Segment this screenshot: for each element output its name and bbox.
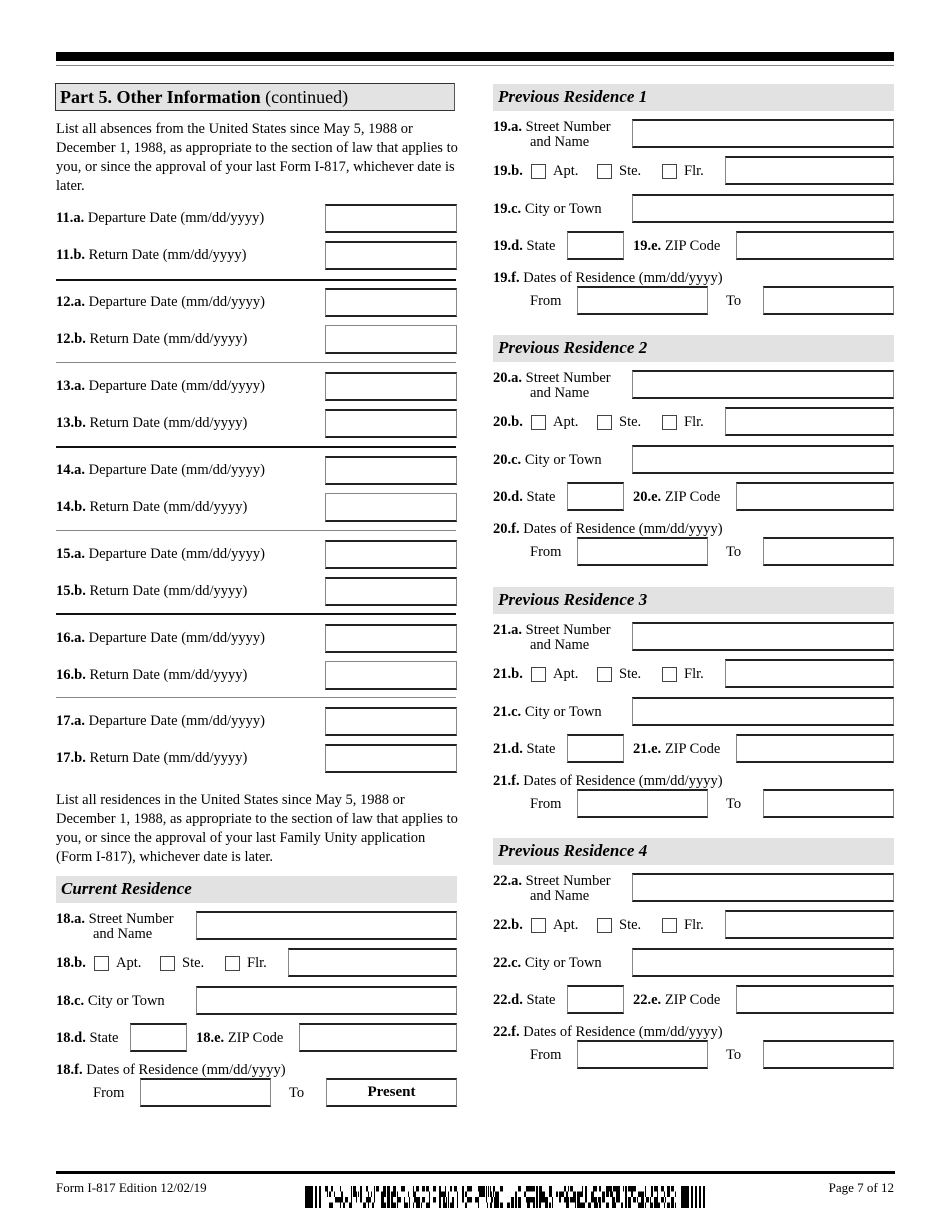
zip-input[interactable] — [299, 1023, 457, 1052]
from-label: From — [530, 1047, 562, 1063]
return-date-label — [56, 582, 247, 600]
return-date-input[interactable] — [325, 577, 457, 606]
city-input[interactable] — [632, 948, 894, 977]
city-label — [493, 703, 602, 721]
ste-checkbox[interactable] — [597, 918, 612, 933]
section-divider — [56, 279, 456, 281]
item-number: 16.b. — [56, 667, 86, 683]
item-number: 19.f. — [493, 270, 520, 286]
street-input[interactable] — [632, 873, 894, 902]
return-date-input[interactable] — [325, 661, 457, 690]
state-label — [493, 991, 555, 1009]
item-number: 22.f. — [493, 1024, 520, 1040]
to-label: To — [726, 796, 742, 812]
form-edition: Form I-817 Edition 12/02/19 — [56, 1180, 207, 1195]
item-number: 21.f. — [493, 773, 520, 789]
item-label: Departure Date (mm/dd/yyyy) — [88, 630, 265, 646]
unit-number-input[interactable] — [725, 659, 894, 688]
item-number: 22.c. — [493, 955, 522, 971]
street-label-line2: and Name — [530, 385, 590, 401]
item-label: City or Town — [524, 704, 602, 720]
item-label: Departure Date (mm/dd/yyyy) — [87, 210, 265, 226]
item-number: 11.b. — [56, 247, 86, 263]
item-number: 20.c. — [493, 452, 522, 468]
apt-label: Apt. — [553, 917, 579, 933]
item-number: 21.d. — [493, 741, 523, 757]
apt-checkbox[interactable] — [94, 956, 109, 971]
to-label: To — [726, 544, 742, 560]
street-label — [56, 912, 174, 942]
flr-label: Flr. — [684, 414, 704, 430]
item-number: 22.d. — [493, 992, 523, 1008]
item-label: Return Date (mm/dd/yyyy) — [89, 331, 248, 347]
unit-type-label — [493, 413, 523, 431]
item-number: 16.a. — [56, 630, 85, 646]
item-number: 19.b. — [493, 163, 523, 179]
street-label — [493, 623, 611, 653]
return-date-input[interactable] — [325, 241, 457, 270]
state-input[interactable] — [567, 482, 624, 511]
return-date-input[interactable] — [325, 744, 457, 773]
item-number: 13.a. — [56, 378, 85, 394]
item-label: Departure Date (mm/dd/yyyy) — [88, 713, 265, 729]
item-label: City or Town — [524, 201, 602, 217]
item-label: Return Date (mm/dd/yyyy) — [88, 247, 247, 263]
apt-checkbox[interactable] — [531, 918, 546, 933]
item-number: 11.a. — [56, 210, 85, 226]
page-number: Page 7 of 12 — [828, 1180, 894, 1195]
item-label: Return Date (mm/dd/yyyy) — [89, 750, 248, 766]
street-label-line1: Street Number — [88, 911, 174, 927]
section-divider — [56, 530, 456, 531]
apt-checkbox[interactable] — [531, 415, 546, 430]
departure-date-label — [56, 209, 264, 227]
section-divider — [56, 697, 456, 698]
item-label: Departure Date (mm/dd/yyyy) — [88, 462, 265, 478]
flr-checkbox[interactable] — [662, 918, 677, 933]
street-label-line1: Street Number — [525, 873, 611, 889]
to-date-input[interactable] — [763, 537, 894, 566]
street-input[interactable] — [632, 370, 894, 399]
to-date-input[interactable]: Present — [326, 1078, 457, 1107]
item-number: 18.c. — [56, 993, 85, 1009]
unit-type-label — [493, 665, 523, 683]
flr-checkbox[interactable] — [225, 956, 240, 971]
zip-input[interactable] — [736, 734, 894, 763]
item-number: 19.c. — [493, 201, 522, 217]
from-date-input[interactable] — [577, 286, 708, 315]
apt-label: Apt. — [553, 666, 579, 682]
from-date-input[interactable] — [577, 537, 708, 566]
return-date-label — [56, 330, 247, 348]
return-date-input[interactable] — [325, 325, 457, 354]
street-input[interactable] — [196, 911, 457, 940]
item-label: Return Date (mm/dd/yyyy) — [89, 415, 248, 431]
street-label-line2: and Name — [93, 926, 153, 942]
ste-checkbox[interactable] — [160, 956, 175, 971]
to-label: To — [726, 1047, 742, 1063]
departure-date-label — [56, 461, 265, 479]
flr-label: Flr. — [684, 917, 704, 933]
item-label: Departure Date (mm/dd/yyyy) — [88, 294, 265, 310]
part-title: Part 5. Other Information — [60, 87, 261, 107]
dates-label — [493, 269, 723, 287]
departure-date-input[interactable] — [325, 372, 457, 401]
item-number: 18.a. — [56, 911, 85, 927]
zip-label — [633, 740, 720, 758]
return-date-label — [56, 666, 247, 684]
item-label: ZIP Code — [227, 1030, 284, 1046]
part-header — [55, 83, 455, 111]
flr-checkbox[interactable] — [662, 415, 677, 430]
apt-label: Apt. — [553, 414, 579, 430]
street-label — [493, 371, 611, 401]
item-number: 15.a. — [56, 546, 85, 562]
item-number: 12.a. — [56, 294, 85, 310]
from-label: From — [530, 293, 562, 309]
flr-label: Flr. — [247, 955, 267, 971]
flr-checkbox[interactable] — [662, 667, 677, 682]
item-label: Dates of Residence (mm/dd/yyyy) — [523, 521, 723, 537]
item-label: State — [526, 741, 556, 757]
apt-label: Apt. — [116, 955, 142, 971]
ste-checkbox[interactable] — [597, 415, 612, 430]
item-number: 13.b. — [56, 415, 86, 431]
item-number: 21.c. — [493, 704, 522, 720]
item-label: State — [89, 1030, 119, 1046]
ste-label: Ste. — [619, 666, 642, 682]
item-number: 15.b. — [56, 583, 86, 599]
zip-input[interactable] — [736, 482, 894, 511]
from-label: From — [93, 1085, 125, 1101]
from-date-input[interactable] — [577, 789, 708, 818]
city-label — [56, 992, 165, 1010]
item-number: 22.b. — [493, 917, 523, 933]
ste-label: Ste. — [182, 955, 205, 971]
apt-label: Apt. — [553, 163, 579, 179]
street-label — [493, 874, 611, 904]
from-date-input[interactable] — [577, 1040, 708, 1069]
state-input[interactable] — [567, 734, 624, 763]
item-label: Dates of Residence (mm/dd/yyyy) — [523, 1024, 723, 1040]
departure-date-label — [56, 629, 265, 647]
item-number: 19.d. — [493, 238, 523, 254]
apt-checkbox[interactable] — [531, 667, 546, 682]
city-label — [493, 451, 602, 469]
departure-date-label — [56, 377, 265, 395]
item-label: City or Town — [524, 452, 602, 468]
item-label: Dates of Residence (mm/dd/yyyy) — [523, 270, 723, 286]
departure-date-input[interactable] — [325, 456, 457, 485]
residence-section-header: Previous Residence 2 — [493, 335, 894, 362]
part-title-suffix: (continued) — [260, 87, 349, 107]
item-number: 20.b. — [493, 414, 523, 430]
item-label: State — [526, 992, 556, 1008]
item-label: ZIP Code — [664, 741, 721, 757]
state-input[interactable] — [567, 231, 624, 260]
absences-instructions: List all absences from the United States since May 5, 1988 or December 1, 1988, as appropriate to the section of law that applies to you, or since the approval of your last Form I-817, whichever date is later. — [56, 121, 458, 194]
departure-date-input[interactable] — [325, 204, 457, 233]
item-number: 18.b. — [56, 955, 86, 971]
ste-label: Ste. — [619, 917, 642, 933]
item-number: 18.f. — [56, 1062, 83, 1078]
item-number: 20.d. — [493, 489, 523, 505]
item-label: Departure Date (mm/dd/yyyy) — [88, 378, 265, 394]
departure-date-input[interactable] — [325, 707, 457, 736]
item-number: 21.a. — [493, 622, 522, 638]
from-label: From — [530, 544, 562, 560]
residence-section-header: Previous Residence 3 — [493, 587, 894, 614]
city-label — [493, 954, 602, 972]
item-number: 18.d. — [56, 1030, 86, 1046]
item-label: Return Date (mm/dd/yyyy) — [89, 583, 248, 599]
to-label: To — [289, 1085, 305, 1101]
item-label: ZIP Code — [664, 489, 721, 505]
item-number: 19.e. — [633, 238, 662, 254]
dates-label — [493, 520, 723, 538]
departure-date-label — [56, 293, 265, 311]
apt-checkbox[interactable] — [531, 164, 546, 179]
item-number: 19.a. — [493, 119, 522, 135]
street-input[interactable] — [632, 622, 894, 651]
street-label-line1: Street Number — [525, 622, 611, 638]
return-date-label — [56, 498, 247, 516]
street-label — [493, 120, 611, 150]
street-label-line2: and Name — [530, 888, 590, 904]
to-date-input[interactable] — [763, 1040, 894, 1069]
zip-input[interactable] — [736, 985, 894, 1014]
item-number: 17.a. — [56, 713, 85, 729]
header-rule-thin — [56, 65, 894, 66]
street-input[interactable] — [632, 119, 894, 148]
section-divider — [56, 613, 456, 615]
departure-date-label — [56, 712, 265, 730]
item-number: 20.f. — [493, 521, 520, 537]
city-input[interactable] — [632, 445, 894, 474]
unit-number-input[interactable] — [725, 910, 894, 939]
street-label-line2: and Name — [530, 134, 590, 150]
to-date-input[interactable] — [763, 789, 894, 818]
unit-type-label — [493, 162, 523, 180]
departure-date-input[interactable] — [325, 540, 457, 569]
state-input[interactable] — [567, 985, 624, 1014]
footer-rule — [56, 1171, 895, 1174]
residence-section-header: Previous Residence 4 — [493, 838, 894, 865]
item-number: 17.b. — [56, 750, 86, 766]
section-divider — [56, 446, 456, 448]
state-label — [56, 1029, 118, 1047]
departure-date-input[interactable] — [325, 624, 457, 653]
state-input[interactable] — [130, 1023, 187, 1052]
city-input[interactable] — [632, 194, 894, 223]
ste-label: Ste. — [619, 414, 642, 430]
flr-label: Flr. — [684, 666, 704, 682]
residences-instructions: List all residences in the United States since May 5, 1988 or December 1, 1988, as appropriate to the section of law that applies to you, or since the approval of your last Family Unity application (Form I-817), whichever date is later. — [56, 792, 458, 865]
return-date-label — [56, 749, 247, 767]
barcode-icon — [305, 1186, 707, 1208]
item-label: ZIP Code — [664, 992, 721, 1008]
ste-checkbox[interactable] — [597, 164, 612, 179]
item-label: Return Date (mm/dd/yyyy) — [89, 499, 248, 515]
ste-checkbox[interactable] — [597, 667, 612, 682]
street-label-line1: Street Number — [525, 370, 611, 386]
zip-label — [633, 237, 720, 255]
header-rule-thick — [56, 52, 894, 61]
ste-label: Ste. — [619, 163, 642, 179]
item-label: Return Date (mm/dd/yyyy) — [89, 667, 248, 683]
unit-number-input[interactable] — [288, 948, 457, 977]
item-number: 22.a. — [493, 873, 522, 889]
return-date-input[interactable] — [325, 409, 457, 438]
item-label: Dates of Residence (mm/dd/yyyy) — [523, 773, 723, 789]
dates-label — [56, 1061, 286, 1079]
zip-label — [633, 991, 720, 1009]
departure-date-input[interactable] — [325, 288, 457, 317]
zip-label — [196, 1029, 283, 1047]
zip-label — [633, 488, 720, 506]
item-label: State — [526, 238, 556, 254]
unit-number-input[interactable] — [725, 156, 894, 185]
unit-type-label — [56, 954, 86, 972]
item-number: 14.b. — [56, 499, 86, 515]
item-number: 22.e. — [633, 992, 662, 1008]
street-label-line2: and Name — [530, 637, 590, 653]
departure-date-label — [56, 545, 265, 563]
city-input[interactable] — [632, 697, 894, 726]
item-number: 21.e. — [633, 741, 662, 757]
city-input[interactable] — [196, 986, 457, 1015]
item-number: 12.b. — [56, 331, 86, 347]
city-label — [493, 200, 602, 218]
residence-section-header: Current Residence — [56, 876, 457, 903]
return-date-label — [56, 414, 247, 432]
item-label: Dates of Residence (mm/dd/yyyy) — [86, 1062, 286, 1078]
item-label: State — [526, 489, 556, 505]
item-number: 21.b. — [493, 666, 523, 682]
item-label: Departure Date (mm/dd/yyyy) — [88, 546, 265, 562]
flr-checkbox[interactable] — [662, 164, 677, 179]
from-date-input[interactable] — [140, 1078, 271, 1107]
dates-label — [493, 1023, 723, 1041]
state-label — [493, 488, 555, 506]
item-label: ZIP Code — [664, 238, 721, 254]
item-label: City or Town — [87, 993, 165, 1009]
item-number: 20.a. — [493, 370, 522, 386]
street-label-line1: Street Number — [525, 119, 611, 135]
item-number: 14.a. — [56, 462, 85, 478]
dates-label — [493, 772, 723, 790]
state-label — [493, 237, 555, 255]
item-number: 18.e. — [196, 1030, 225, 1046]
return-date-input[interactable] — [325, 493, 457, 522]
item-label: City or Town — [524, 955, 602, 971]
return-date-label — [56, 246, 247, 264]
flr-label: Flr. — [684, 163, 704, 179]
unit-type-label — [493, 916, 523, 934]
unit-number-input[interactable] — [725, 407, 894, 436]
to-label: To — [726, 293, 742, 309]
residence-section-header: Previous Residence 1 — [493, 84, 894, 111]
item-number: 20.e. — [633, 489, 662, 505]
to-date-input[interactable] — [763, 286, 894, 315]
state-label — [493, 740, 555, 758]
section-divider — [56, 362, 456, 363]
from-label: From — [530, 796, 562, 812]
zip-input[interactable] — [736, 231, 894, 260]
